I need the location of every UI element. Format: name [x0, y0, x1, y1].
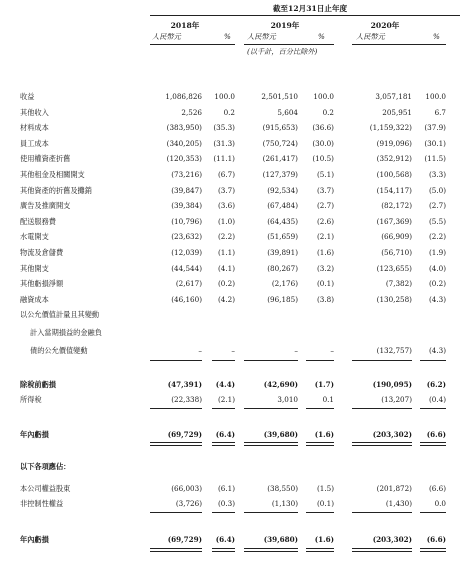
line-item-12-pct-2020: (0.2) [428, 279, 446, 289]
annual-loss-total-pct-2020: (6.6) [426, 535, 446, 544]
line-item-3-pct-2020: (30.1) [424, 138, 446, 148]
loss-before-tax-pct-2018: (4.4) [215, 380, 235, 389]
percent-2020: % [433, 32, 440, 41]
subtotal-rule-a4 [306, 360, 334, 361]
annual-loss-total-pct-2019: (1.6) [314, 535, 334, 544]
annual-loss-total-rmb-2018: (69,729) [167, 535, 202, 544]
line-item-10-pct-2020: (1.9) [428, 248, 446, 257]
subtotal-rule-b4 [306, 408, 334, 409]
line-item-7-label: 廣告及推廣開支 [20, 201, 71, 211]
line-item-6-rmb-2020: (154,117) [376, 185, 412, 195]
line-item-13-rmb-2018: (46,160) [171, 294, 202, 304]
subtotal-rule-a1 [150, 360, 202, 361]
fair-value-pct-2018: – [231, 346, 235, 355]
annual-loss-total-rmb-2019: (39,680) [263, 535, 298, 544]
line-item-2-pct-2018: (35.3) [213, 123, 235, 133]
line-item-10-pct-2018: (1.1) [217, 248, 235, 257]
line-item-11-pct-2019: (3.2) [316, 263, 334, 273]
total-rule-a1 [150, 442, 202, 446]
fair-value-label-2: 計入當期損益的金融負 [30, 328, 102, 337]
line-item-4-pct-2020: (11.5) [424, 154, 446, 164]
subtotal-rule-a5 [352, 360, 412, 361]
subtotal-rule-c1 [150, 512, 202, 513]
non-controlling-interests-rmb-2018: (3,726) [175, 499, 202, 508]
annual-loss-rmb-2020: (203,302) [372, 430, 412, 439]
non-controlling-interests-rmb-2019: (1,130) [271, 499, 298, 508]
subtotal-rule-b1 [150, 408, 202, 409]
line-item-0-rmb-2019: 2,501,510 [261, 92, 298, 101]
line-item-5-rmb-2020: (100,568) [376, 170, 412, 179]
line-item-10-rmb-2019: (39,891) [267, 248, 298, 257]
year-2018: 2018年 [170, 21, 200, 30]
loss-before-tax-pct-2019: (1.7) [314, 380, 334, 389]
header-underline-2020 [352, 44, 446, 45]
subtotal-rule-c6 [420, 512, 446, 513]
annual-loss-rmb-2018: (69,729) [167, 430, 202, 439]
subtotal-rule-a3 [244, 360, 298, 361]
line-item-7-pct-2020: (2.7) [428, 201, 446, 211]
line-item-3-pct-2019: (30.0) [312, 138, 334, 148]
subtotal-rule-c5 [352, 512, 412, 513]
total-rule-b2 [212, 548, 235, 552]
line-item-5-rmb-2019: (127,379) [262, 170, 298, 179]
year-2019: 2019年 [270, 21, 300, 30]
line-item-9-pct-2019: (2.1) [316, 232, 334, 242]
line-item-1-rmb-2020: 205,951 [382, 107, 412, 117]
line-item-3-rmb-2018: (340,205) [166, 138, 202, 148]
line-item-1-rmb-2019: 5,604 [277, 107, 298, 117]
line-item-11-pct-2018: (4.1) [217, 263, 235, 273]
line-item-5-label: 其他租金及相關開支 [20, 170, 85, 179]
currency-2019: 人民幣元 [247, 32, 276, 41]
line-item-0-pct-2019: 100.0 [313, 92, 334, 101]
line-item-9-label: 水電開支 [20, 232, 49, 242]
currency-2018: 人民幣元 [152, 32, 181, 41]
non-controlling-interests-rmb-2020: (1,430) [385, 499, 412, 508]
line-item-0-pct-2018: 100.0 [214, 92, 235, 101]
line-item-4-rmb-2019: (261,417) [262, 154, 298, 164]
loss-before-tax-pct-2020: (6.2) [426, 380, 446, 389]
period-title: 截至12月31日止年度 [272, 4, 348, 13]
line-item-4-label: 使用權資產折舊 [20, 154, 71, 164]
line-item-9-rmb-2019: (51,659) [267, 232, 298, 242]
line-item-4-rmb-2020: (352,912) [376, 154, 412, 164]
income-tax-rmb-2020: (13,207) [381, 395, 412, 404]
total-rule-b6 [420, 548, 446, 552]
line-item-11-rmb-2018: (44,544) [171, 263, 202, 273]
line-item-4-rmb-2018: (120,353) [166, 154, 202, 164]
total-rule-a6 [420, 442, 446, 446]
subtotal-rule-c4 [306, 512, 334, 513]
income-tax-pct-2018: (2.1) [217, 395, 235, 404]
total-rule-b5 [352, 548, 412, 552]
income-tax-rmb-2019: 3,010 [277, 395, 298, 404]
line-item-10-pct-2019: (1.6) [316, 248, 334, 257]
line-item-12-label: 其他虧損淨額 [20, 279, 64, 289]
line-item-3-label: 員工成本 [20, 138, 49, 148]
line-item-8-rmb-2020: (167,369) [376, 216, 412, 226]
subtotal-rule-c3 [244, 512, 298, 513]
equity-shareholders-rmb-2020: (201,872) [376, 484, 412, 493]
header-underline-2019 [244, 44, 334, 45]
line-item-8-rmb-2019: (64,435) [267, 216, 298, 226]
percent-2019: % [318, 32, 325, 41]
equity-shareholders-pct-2020: (6.6) [428, 484, 446, 493]
line-item-1-rmb-2018: 2,526 [181, 107, 202, 117]
total-rule-b4 [306, 548, 334, 552]
currency-2020: 人民幣元 [356, 32, 385, 41]
line-item-7-pct-2018: (3.6) [217, 201, 235, 211]
line-item-5-pct-2020: (3.3) [428, 170, 446, 179]
line-item-12-pct-2019: (0.1) [316, 279, 334, 289]
line-item-13-pct-2019: (3.8) [316, 294, 334, 304]
line-item-4-pct-2019: (10.5) [312, 154, 334, 164]
unit-note: (以千計，百分比除外) [247, 47, 318, 56]
fair-value-label-3: 債的公允價值變動 [30, 346, 88, 355]
line-item-11-rmb-2019: (80,267) [267, 263, 298, 273]
loss-before-tax-rmb-2018: (47,391) [167, 380, 202, 389]
total-rule-a4 [306, 442, 334, 446]
line-item-1-label: 其他收入 [20, 107, 49, 117]
line-item-6-pct-2020: (5.0) [428, 185, 446, 195]
line-item-12-rmb-2018: (2,617) [175, 279, 202, 289]
line-item-12-pct-2018: (0.2) [217, 279, 235, 289]
line-item-6-pct-2019: (3.7) [316, 185, 334, 195]
line-item-8-pct-2018: (1.0) [217, 216, 235, 226]
subtotal-rule-a2 [212, 360, 235, 361]
equity-shareholders-rmb-2019: (38,550) [267, 484, 298, 493]
total-rule-b1 [150, 548, 202, 552]
line-item-9-rmb-2020: (66,909) [381, 232, 412, 242]
line-item-9-rmb-2018: (23,632) [171, 232, 202, 242]
line-item-5-pct-2018: (6.7) [217, 170, 235, 179]
total-rule-a5 [352, 442, 412, 446]
income-tax-pct-2020: (0.4) [428, 395, 446, 404]
line-item-1-pct-2018: 0.2 [223, 107, 235, 117]
line-item-0-pct-2020: 100.0 [425, 92, 446, 101]
year-2020: 2020年 [370, 21, 400, 30]
line-item-13-pct-2020: (4.3) [428, 294, 446, 304]
line-item-8-pct-2020: (5.5) [428, 216, 446, 226]
fair-value-rmb-2019: – [294, 346, 298, 355]
subtotal-rule-b6 [420, 408, 446, 409]
line-item-7-pct-2019: (2.7) [316, 201, 334, 211]
attributable-title: 以下各項應佔： [20, 462, 71, 471]
equity-shareholders-label: 本公司權益股東 [20, 484, 71, 493]
line-item-12-rmb-2020: (7,382) [385, 279, 412, 289]
line-item-5-pct-2019: (5.1) [316, 170, 334, 179]
line-item-2-rmb-2018: (383,950) [166, 123, 202, 133]
percent-2018: % [224, 32, 231, 41]
line-item-13-rmb-2020: (130,258) [376, 294, 412, 304]
non-controlling-interests-pct-2018: (0.3) [217, 499, 235, 508]
annual-loss-pct-2019: (1.6) [314, 430, 334, 439]
line-item-10-rmb-2020: (56,710) [381, 248, 412, 257]
annual-loss-label: 年內虧損 [20, 430, 49, 439]
line-item-8-label: 配送服務費 [20, 216, 56, 226]
line-item-3-rmb-2019: (750,724) [262, 138, 298, 148]
line-item-11-rmb-2020: (123,655) [376, 263, 412, 273]
loss-before-tax-rmb-2019: (42,690) [263, 380, 298, 389]
line-item-6-label: 其他資產的折舊及攤銷 [20, 185, 92, 195]
line-item-13-pct-2018: (4.2) [217, 294, 235, 304]
subtotal-rule-a6 [420, 360, 446, 361]
loss-before-tax-rmb-2020: (190,095) [372, 380, 412, 389]
line-item-2-pct-2019: (36.6) [312, 123, 334, 133]
line-item-13-rmb-2019: (96,185) [267, 294, 298, 304]
fair-value-pct-2019: – [330, 346, 334, 355]
loss-before-tax-label: 除稅前虧損 [20, 380, 56, 389]
line-item-13-label: 融資成本 [20, 294, 49, 304]
line-item-8-rmb-2018: (10,796) [171, 216, 202, 226]
subtotal-rule-b5 [352, 408, 412, 409]
line-item-10-rmb-2018: (12,039) [171, 248, 202, 257]
line-item-0-label: 收益 [20, 92, 35, 101]
line-item-6-pct-2018: (3.7) [217, 185, 235, 195]
line-item-5-rmb-2018: (73,216) [171, 170, 202, 179]
subtotal-rule-b2 [212, 408, 235, 409]
non-controlling-interests-pct-2020: 0.0 [434, 499, 446, 508]
income-tax-label: 所得稅 [20, 395, 42, 404]
line-item-0-rmb-2018: 1,086,826 [165, 92, 202, 101]
line-item-6-rmb-2018: (39,847) [171, 185, 202, 195]
line-item-11-pct-2020: (4.0) [428, 263, 446, 273]
annual-loss-total-label: 年內虧損 [20, 535, 49, 544]
line-item-7-rmb-2020: (82,172) [381, 201, 412, 211]
line-item-3-rmb-2020: (919,096) [376, 138, 412, 148]
fair-value-label-1: 以公允價值計量且其變動 [20, 310, 100, 319]
line-item-3-pct-2018: (31.3) [213, 138, 235, 148]
line-item-12-rmb-2019: (2,176) [271, 279, 298, 289]
fair-value-rmb-2018: – [198, 346, 202, 355]
line-item-8-pct-2019: (2.6) [316, 216, 334, 226]
fair-value-rmb-2020: (132,757) [376, 346, 412, 355]
equity-shareholders-pct-2018: (6.1) [217, 484, 235, 493]
annual-loss-rmb-2019: (39,680) [263, 430, 298, 439]
total-rule-a2 [212, 442, 235, 446]
annual-loss-pct-2018: (6.4) [215, 430, 235, 439]
period-underline [150, 15, 460, 16]
line-item-2-pct-2020: (37.9) [424, 123, 446, 133]
line-item-9-pct-2018: (2.2) [217, 232, 235, 242]
line-item-2-rmb-2020: (1,159,322) [369, 123, 412, 133]
line-item-0-rmb-2020: 3,057,181 [375, 92, 412, 101]
annual-loss-total-pct-2018: (6.4) [215, 535, 235, 544]
subtotal-rule-b3 [244, 408, 298, 409]
fair-value-pct-2020: (4.3) [428, 346, 446, 355]
total-rule-b3 [244, 548, 298, 552]
equity-shareholders-pct-2019: (1.5) [316, 484, 334, 493]
subtotal-rule-c2 [212, 512, 235, 513]
line-item-7-rmb-2019: (67,484) [267, 201, 298, 211]
line-item-7-rmb-2018: (39,384) [171, 201, 202, 211]
annual-loss-total-rmb-2020: (203,302) [372, 535, 412, 544]
header-underline-2018 [150, 44, 235, 45]
line-item-2-label: 材料成本 [20, 123, 49, 133]
line-item-11-label: 其他開支 [20, 263, 49, 273]
line-item-1-pct-2019: 0.2 [322, 107, 334, 117]
non-controlling-interests-label: 非控制性權益 [20, 499, 64, 508]
line-item-1-pct-2020: 6.7 [434, 107, 446, 117]
line-item-2-rmb-2019: (915,653) [262, 123, 298, 133]
line-item-4-pct-2018: (11.1) [213, 154, 235, 164]
income-tax-pct-2019: 0.1 [322, 395, 334, 404]
line-item-6-rmb-2019: (92,534) [267, 185, 298, 195]
non-controlling-interests-pct-2019: (0.1) [316, 499, 334, 508]
line-item-10-label: 物流及倉儲費 [20, 248, 64, 257]
line-item-9-pct-2020: (2.2) [428, 232, 446, 242]
income-tax-rmb-2018: (22,338) [171, 395, 202, 404]
equity-shareholders-rmb-2018: (66,003) [171, 484, 202, 493]
annual-loss-pct-2020: (6.6) [426, 430, 446, 439]
total-rule-a3 [244, 442, 298, 446]
